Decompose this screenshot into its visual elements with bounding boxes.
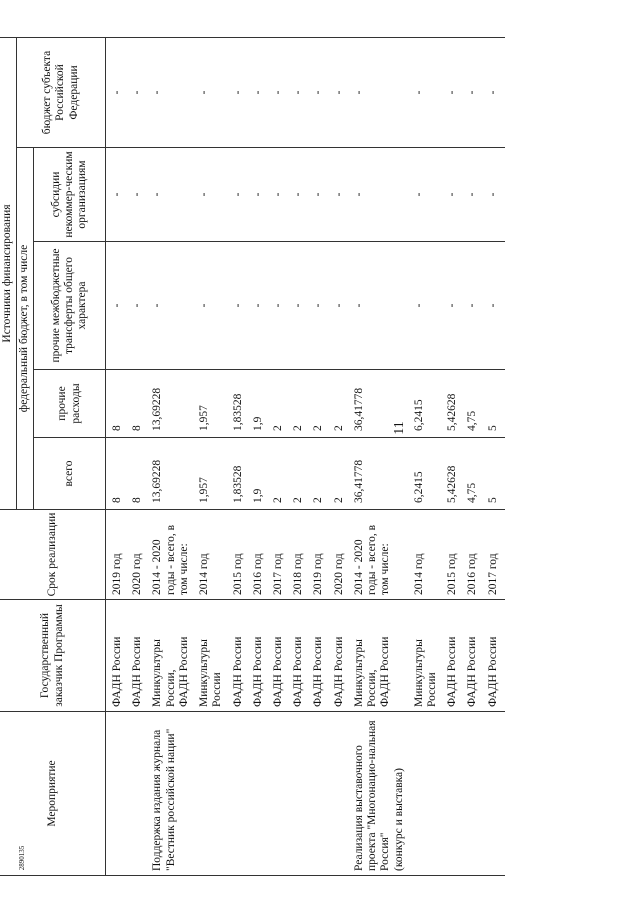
financing-table-sheet — [0, 38, 499, 876]
header-term: Срок реализации — [0, 510, 106, 600]
cell-event — [290, 712, 310, 876]
cell-transfers: - — [310, 242, 330, 370]
cell-regional: - — [411, 38, 444, 148]
cell-regional: - — [196, 38, 229, 148]
table-row — [250, 38, 270, 876]
header-subsidies: субсидии некоммер-ческим организациям — [34, 148, 106, 242]
header-customer: Государственный заказчик Программы — [0, 600, 106, 712]
cell-transfers: - — [351, 242, 411, 370]
cell-customer: ФАДН России — [444, 600, 464, 712]
cell-total: 36,41778 — [351, 438, 411, 510]
cell-subsidies: - — [444, 148, 464, 242]
document-code: 2890135 — [18, 845, 26, 871]
cell-transfers: - — [411, 242, 444, 370]
cell-customer: Минкультуры России — [196, 600, 229, 712]
cell-subsidies: - — [129, 148, 149, 242]
cell-transfers: - — [464, 242, 484, 370]
cell-term: 2015 год — [230, 510, 250, 600]
cell-term: 2016 год — [464, 510, 484, 600]
cell-customer: Минкультуры России — [411, 600, 444, 712]
cell-subsidies: - — [351, 148, 411, 242]
table-row — [129, 38, 149, 876]
table-row — [411, 38, 444, 876]
header-total: всего — [34, 438, 106, 510]
header-sources: Источники финансирования — [0, 38, 17, 510]
cell-other: 13,69228 — [149, 370, 196, 438]
cell-total: 2 — [310, 438, 330, 510]
cell-total: 4,75 — [464, 438, 484, 510]
cell-regional: - — [230, 38, 250, 148]
table-row — [464, 38, 484, 876]
cell-regional: - — [444, 38, 464, 148]
table-row — [106, 38, 130, 876]
cell-customer: Минкультуры России, ФАДН России — [149, 600, 196, 712]
cell-other: 1,83528 — [230, 370, 250, 438]
cell-total: 8 — [129, 438, 149, 510]
cell-event — [129, 712, 149, 876]
cell-total: 2 — [331, 438, 351, 510]
cell-total: 5,42628 — [444, 438, 464, 510]
cell-term: 2015 год — [444, 510, 464, 600]
cell-event — [196, 712, 229, 876]
cell-term: 2016 год — [250, 510, 270, 600]
cell-total: 8 — [106, 438, 130, 510]
cell-term: 2017 год — [485, 510, 505, 600]
cell-other: 2 — [310, 370, 330, 438]
cell-event — [230, 712, 250, 876]
table-row — [196, 38, 229, 876]
cell-total: 2 — [290, 438, 310, 510]
cell-transfers: - — [230, 242, 250, 370]
cell-transfers: - — [106, 242, 130, 370]
financing-table — [0, 37, 505, 876]
table-row — [230, 38, 250, 876]
table-row — [290, 38, 310, 876]
cell-other: 8 — [129, 370, 149, 438]
cell-other: 2 — [270, 370, 290, 438]
cell-total: 6,2415 — [411, 438, 444, 510]
table-row — [485, 38, 505, 876]
cell-event: Реализация выставочного проекта "Многонацио-нальная Россия" (конкурс и выставка) — [351, 712, 411, 876]
cell-customer: ФАДН России — [270, 600, 290, 712]
cell-transfers: - — [129, 242, 149, 370]
cell-transfers: - — [270, 242, 290, 370]
cell-term: 2014 - 2020 годы - всего, в том числе: — [351, 510, 411, 600]
table-header — [0, 38, 106, 876]
cell-regional: - — [270, 38, 290, 148]
cell-transfers: - — [331, 242, 351, 370]
cell-subsidies: - — [250, 148, 270, 242]
table-row — [149, 38, 196, 876]
cell-total: 5 — [485, 438, 505, 510]
cell-customer: Минкультуры России, ФАДН России — [351, 600, 411, 712]
cell-customer: ФАДН России — [331, 600, 351, 712]
cell-transfers: - — [196, 242, 229, 370]
cell-event — [485, 712, 505, 876]
cell-term: 2020 год — [331, 510, 351, 600]
cell-regional: - — [351, 38, 411, 148]
cell-regional: - — [250, 38, 270, 148]
cell-other: 1,9 — [250, 370, 270, 438]
cell-regional: - — [485, 38, 505, 148]
cell-transfers: - — [485, 242, 505, 370]
cell-term: 2017 год — [270, 510, 290, 600]
cell-transfers: - — [250, 242, 270, 370]
cell-transfers: - — [290, 242, 310, 370]
cell-subsidies: - — [196, 148, 229, 242]
header-federal: федеральный бюджет, в том числе — [17, 148, 34, 510]
cell-subsidies: - — [331, 148, 351, 242]
cell-event — [444, 712, 464, 876]
table-row — [351, 38, 411, 876]
cell-total: 1,957 — [196, 438, 229, 510]
cell-other: 2 — [290, 370, 310, 438]
cell-subsidies: - — [464, 148, 484, 242]
cell-other: 36,41778 — [351, 370, 411, 438]
cell-customer: ФАДН России — [106, 600, 130, 712]
cell-event — [310, 712, 330, 876]
cell-other: 4,75 — [464, 370, 484, 438]
cell-term: 2019 год — [310, 510, 330, 600]
cell-total: 1,83528 — [230, 438, 250, 510]
cell-term: 2014 год — [411, 510, 444, 600]
table-body — [106, 38, 505, 876]
page-number: 11 — [392, 421, 407, 435]
cell-term: 2014 год — [196, 510, 229, 600]
cell-event — [331, 712, 351, 876]
cell-customer: ФАДН России — [250, 600, 270, 712]
cell-regional: - — [290, 38, 310, 148]
table-row — [310, 38, 330, 876]
cell-transfers: - — [444, 242, 464, 370]
cell-regional: - — [331, 38, 351, 148]
cell-event — [411, 712, 444, 876]
header-transfers: прочие межбюджетные трансферты общего характера — [34, 242, 106, 370]
cell-other: 8 — [106, 370, 130, 438]
cell-event — [270, 712, 290, 876]
cell-customer: ФАДН России — [464, 600, 484, 712]
cell-subsidies: - — [149, 148, 196, 242]
cell-term: 2019 год — [106, 510, 130, 600]
cell-term: 2014 - 2020 годы - всего, в том числе: — [149, 510, 196, 600]
cell-event — [250, 712, 270, 876]
cell-subsidies: - — [106, 148, 130, 242]
header-event: Мероприятие — [0, 712, 106, 876]
cell-regional: - — [106, 38, 130, 148]
cell-total: 2 — [270, 438, 290, 510]
cell-other: 6,2415 — [411, 370, 444, 438]
cell-customer: ФАДН России — [290, 600, 310, 712]
cell-subsidies: - — [411, 148, 444, 242]
header-regional: бюджет субъекта Российской Федерации — [17, 38, 106, 148]
cell-other: 5,42628 — [444, 370, 464, 438]
table-row — [444, 38, 464, 876]
cell-event — [106, 712, 130, 876]
cell-other: 5 — [485, 370, 505, 438]
cell-subsidies: - — [310, 148, 330, 242]
cell-other: 1,957 — [196, 370, 229, 438]
cell-subsidies: - — [230, 148, 250, 242]
cell-other: 2 — [331, 370, 351, 438]
cell-term: 2020 год — [129, 510, 149, 600]
cell-total: 1,9 — [250, 438, 270, 510]
cell-event: Поддержка издания журнала "Вестник российской нации" — [149, 712, 196, 876]
cell-event — [464, 712, 484, 876]
cell-regional: - — [129, 38, 149, 148]
cell-regional: - — [464, 38, 484, 148]
cell-regional: - — [310, 38, 330, 148]
table-row — [331, 38, 351, 876]
cell-subsidies: - — [485, 148, 505, 242]
cell-customer: ФАДН России — [485, 600, 505, 712]
header-other: прочие расходы — [34, 370, 106, 438]
cell-customer: ФАДН России — [310, 600, 330, 712]
cell-customer: ФАДН России — [230, 600, 250, 712]
cell-transfers: - — [149, 242, 196, 370]
cell-customer: ФАДН России — [129, 600, 149, 712]
cell-regional: - — [149, 38, 196, 148]
table-row — [270, 38, 290, 876]
cell-subsidies: - — [270, 148, 290, 242]
cell-term: 2018 год — [290, 510, 310, 600]
cell-total: 13,69228 — [149, 438, 196, 510]
cell-subsidies: - — [290, 148, 310, 242]
